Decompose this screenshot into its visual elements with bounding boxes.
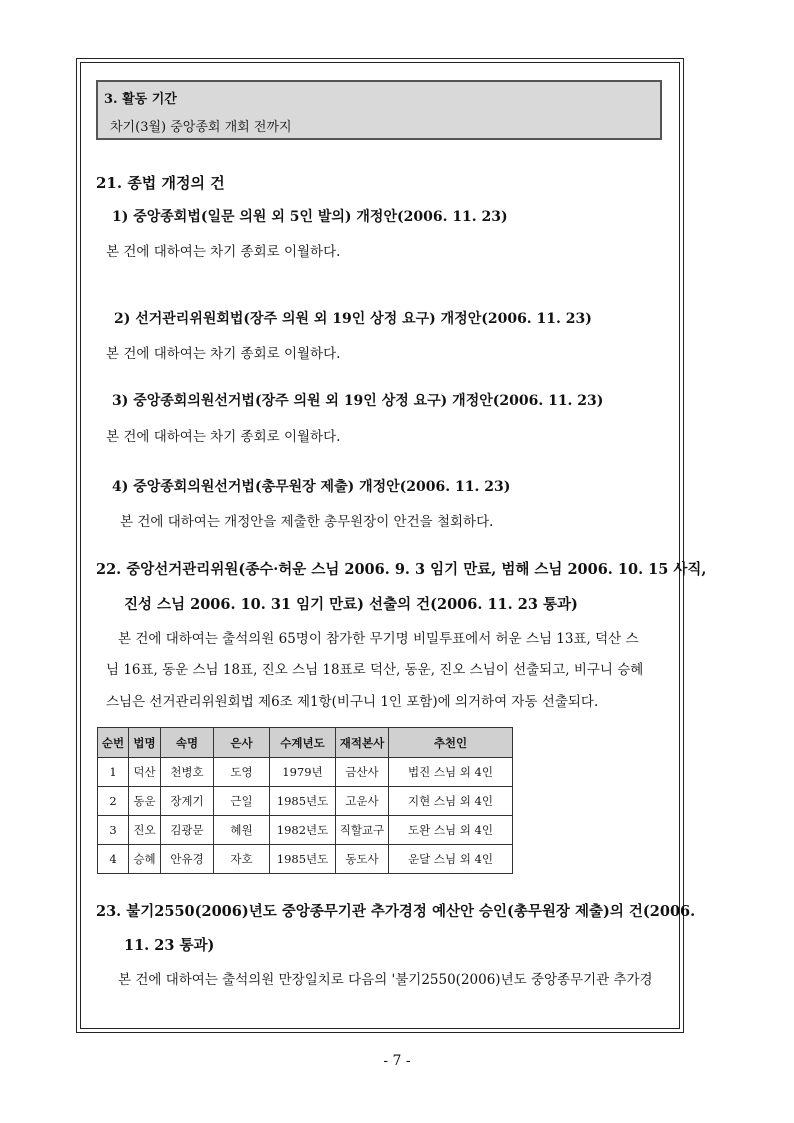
section-22-title-line2: 진성 스님 2006. 10. 31 임기 만료) 선출의 건(2006. 11. 23 통과) [124, 596, 578, 613]
table-cell: 김광문 [161, 816, 214, 845]
item-21-1-text: 본 건에 대하여는 차기 종회로 이월하다. [106, 244, 341, 260]
table-cell: 혜원 [214, 816, 270, 845]
activity-period-heading: 3. 활동 기간 [104, 92, 177, 107]
table-header-row [98, 728, 513, 758]
table-cell: 1 [98, 758, 129, 787]
table-cell: 1985년도 [270, 787, 336, 816]
section-21-title: 21. 종법 개정의 건 [96, 174, 225, 192]
table-cell: 승혜 [129, 845, 161, 874]
column-header: 법명 [129, 728, 161, 758]
section-23-text-line1: 본 건에 대하여는 출석의원 만장일치로 다음의 '불기2550(2006)년도 중앙종무기관 추가경 [118, 972, 653, 988]
section-23-title-line1: 23. 불기2550(2006)년도 중앙종무기관 추가경정 예산안 승인(총무원장 제출)의 건(2006. [96, 903, 696, 920]
item-21-1-title: 1) 중앙종회법(일문 의원 외 5인 발의) 개정안(2006. 11. 23) [112, 209, 508, 225]
table-cell: 도완 스님 외 4인 [389, 816, 513, 845]
table-cell: 금산사 [336, 758, 389, 787]
section-22-title-line1: 22. 중앙선거관리위원(종수·허운 스님 2006. 9. 3 임기 만료, 범해 스님 2006. 10. 15 사직, [96, 561, 707, 578]
table-cell: 장계기 [161, 787, 214, 816]
section-22-text-line2: 님 16표, 동운 스님 18표, 진오 스님 18표로 덕산, 동운, 진오 스님이 선출되고, 비구니 승혜 [106, 662, 644, 678]
item-21-3-title: 3) 중앙종회의원선거법(장주 의원 외 19인 상정 요구) 개정안(2006. 11. 23) [112, 393, 604, 409]
table-cell: 1979년 [270, 758, 336, 787]
table-cell: 동운 [129, 787, 161, 816]
table-row [98, 816, 513, 845]
section-22-text-line1: 본 건에 대하여는 출석의원 65명이 참가한 무기명 비밀투표에서 허운 스님 13표, 덕산 스 [118, 631, 639, 647]
table-cell: 직할교구 [336, 816, 389, 845]
column-header: 수계년도 [270, 728, 336, 758]
table-cell: 도영 [214, 758, 270, 787]
item-21-4-text: 본 건에 대하여는 개정안을 제출한 총무원장이 안건을 철회하다. [120, 514, 494, 530]
table-cell: 1985년도 [270, 845, 336, 874]
table-row [98, 845, 513, 874]
table-cell: 진오 [129, 816, 161, 845]
column-header: 재적본사 [336, 728, 389, 758]
table-cell: 자호 [214, 845, 270, 874]
item-21-2-title: 2) 선거관리위원회법(장주 의원 외 19인 상정 요구) 개정안(2006. 11. 23) [114, 311, 592, 327]
item-21-4-title: 4) 중앙종회의원선거법(총무원장 제출) 개정안(2006. 11. 23) [112, 479, 511, 495]
table-row [98, 758, 513, 787]
table-cell: 동도사 [336, 845, 389, 874]
item-21-2-text: 본 건에 대하여는 차기 종회로 이월하다. [106, 346, 341, 362]
table-cell: 운달 스님 외 4인 [389, 845, 513, 874]
item-21-3-text: 본 건에 대하여는 차기 종회로 이월하다. [106, 429, 341, 445]
column-header: 추천인 [389, 728, 513, 758]
activity-period-text: 차기(3월) 중앙종회 개회 전까지 [110, 120, 292, 135]
section-22-text-line3: 스님은 선거관리위원회법 제6조 제1항(비구니 1인 포함)에 의거하여 자동 선출되다. [106, 694, 599, 710]
section-23-title-line2: 11. 23 통과) [124, 937, 215, 954]
page-number: - 7 - [383, 1053, 411, 1069]
table-cell: 안유경 [161, 845, 214, 874]
column-header: 속명 [161, 728, 214, 758]
activity-period-box [96, 80, 662, 140]
column-header: 순번 [98, 728, 129, 758]
table-cell: 천병호 [161, 758, 214, 787]
table-cell: 3 [98, 816, 129, 845]
table-cell: 근일 [214, 787, 270, 816]
elected-members-table [97, 727, 513, 874]
table-cell: 법진 스님 외 4인 [389, 758, 513, 787]
column-header: 은사 [214, 728, 270, 758]
table-cell: 1982년도 [270, 816, 336, 845]
table-cell: 고운사 [336, 787, 389, 816]
table-cell: 4 [98, 845, 129, 874]
table-row [98, 787, 513, 816]
table-cell: 덕산 [129, 758, 161, 787]
table-cell: 2 [98, 787, 129, 816]
table-cell: 지현 스님 외 4인 [389, 787, 513, 816]
